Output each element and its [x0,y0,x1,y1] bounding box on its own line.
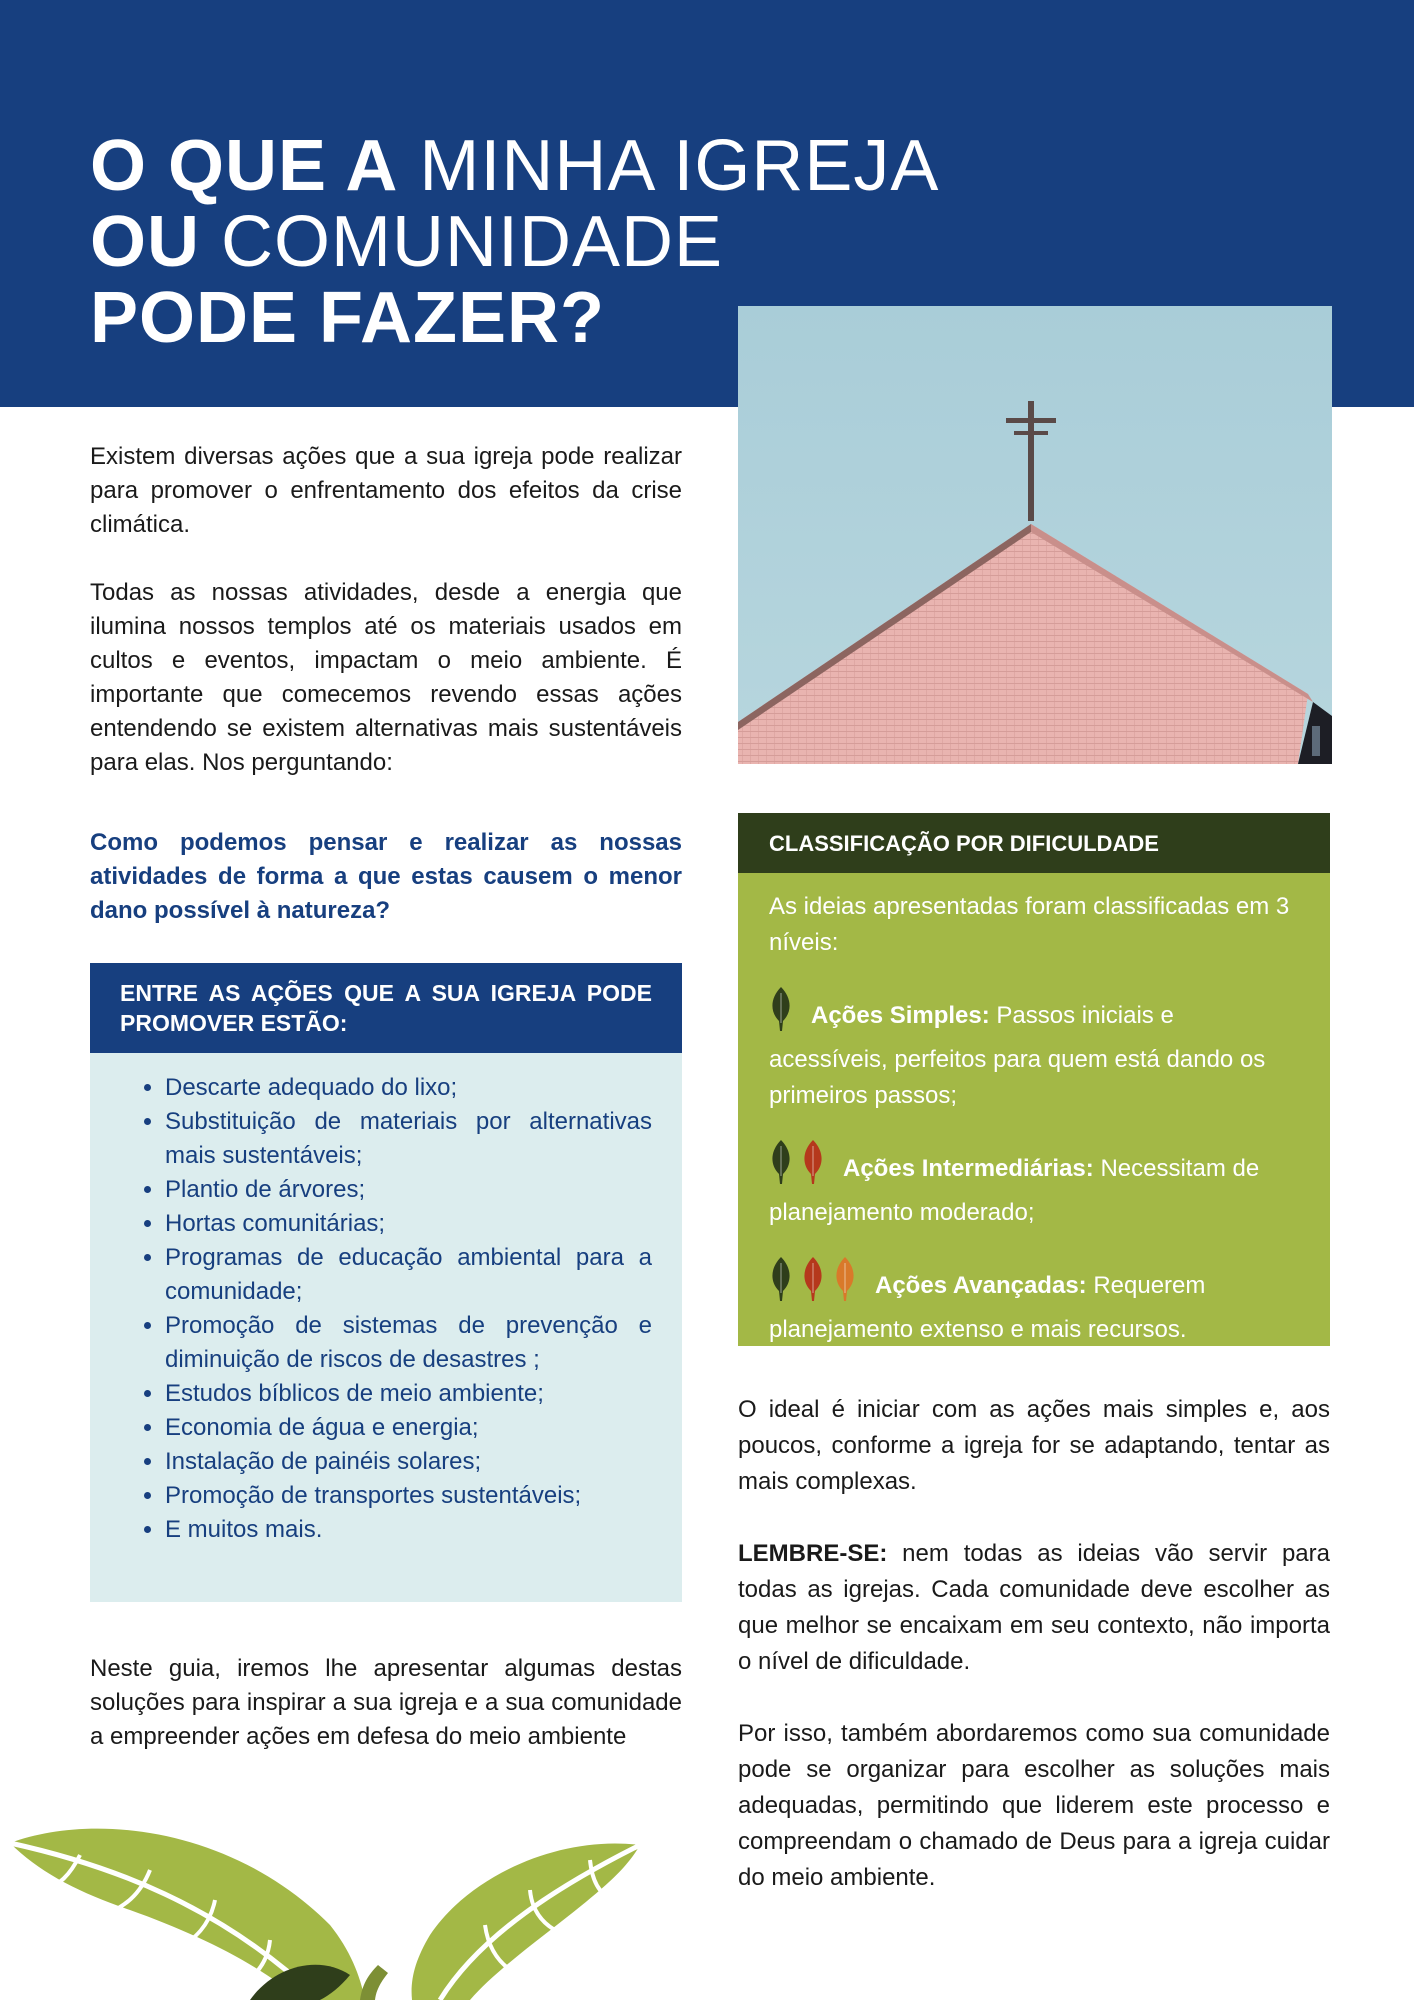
difficulty-label: Ações Intermediárias: [843,1155,1094,1182]
list-item: • Promoção de sistemas de prevenção e diminuição de riscos de desastres ; [165,1309,652,1377]
intro-text [90,440,682,814]
closing-paragraph-1: O ideal é iniciar com as ações mais simples e, aos poucos, conforme a igreja for se adaptando, tentar as mais complexas. [738,1396,1330,1495]
difficulty-description: Necessitam de planejamento moderado; [769,1155,1260,1226]
intro-paragraph-1: Existem diversas ações que a sua igreja pode realizar para promover o enfrentamento dos efeitos da crise climática. [90,443,682,538]
difficulty-label: Ações Avançadas: [875,1272,1087,1299]
list-item: • E muitos mais. [165,1513,652,1547]
closing-text [738,1392,1330,1932]
classification-panel [738,813,1330,1346]
difficulty-description: Requerem planejamento extenso e mais recursos. [769,1272,1206,1343]
actions-panel [90,963,682,1602]
classification-intro: As ideias apresentadas foram classificadas em 3 níveis: [769,893,1290,956]
guiding-question: Como podemos pensar e realizar as nossas atividades de forma a que estas causem o menor dano possível à natureza? [90,829,682,924]
leaf-icon [801,1138,825,1184]
difficulty-description: Passos iniciais e acessíveis, perfeitos para quem está dando os primeiros passos; [769,1002,1266,1109]
leaf-icon [801,1255,825,1301]
guide-paragraph: Neste guia, iremos lhe apresentar algumas destas soluções para inspirar a sua igreja e a sua comunidade a empreender ações em defesa do meio ambiente [90,1655,682,1750]
difficulty-label: Ações Simples: [811,1002,990,1029]
church-roof-image [738,306,1332,764]
remember-paragraph: LEMBRE-SE: nem todas as ideias vão servir para todas as igrejas. Cada comunidade deve escolher as que melhor se encaixam em seu contexto, não importa o nível de dificuldade. [738,1540,1330,1675]
difficulty-level [769,1255,1299,1348]
leaf-rating [769,1255,865,1312]
plant-leaves-image [0,1815,660,2000]
title-line-3: PODE FAZER? [90,278,606,358]
leaf-icon [769,1138,793,1184]
list-item: • Hortas comunitárias; [165,1207,652,1241]
list-item: • Programas de educação ambiental para a comunidade; [165,1241,652,1309]
list-item: • Estudos bíblicos de meio ambiente; [165,1377,652,1411]
list-item: • Promoção de transportes sustentáveis; [165,1479,652,1513]
list-item: • Substituição de materiais por alternativas mais sustentáveis; [165,1105,652,1173]
church-photo [738,306,1332,764]
leaf-rating [769,985,801,1042]
intro-paragraph-2: Todas as nossas atividades, desde a energia que ilumina nossos templos até os materiais usados em cultos e eventos, impactam o meio ambiente. É importante que comecemos revendo essas ações entendendo se existem alternativas mais sustentáveis para elas. Nos perguntando: [90,579,682,776]
difficulty-level [769,985,1299,1114]
classification-body [738,873,1330,1348]
list-item: • Instalação de painéis solares; [165,1445,652,1479]
closing-paragraph-3: Por isso, também abordaremos como sua comunidade pode se organizar para escolher as soluções mais adequadas, permitindo que liderem este processo e compreendam o chamado de Deus para a igreja cuidar do meio ambiente. [738,1720,1330,1891]
actions-list [90,1071,682,1547]
title-line-1: O QUE A MINHA IGREJA [90,126,940,206]
leaf-icon [833,1255,857,1301]
classification-heading: CLASSIFICAÇÃO POR DIFICULDADE [738,813,1330,873]
leaf-icon [769,985,793,1031]
leaf-icon [769,1255,793,1301]
difficulty-level [769,1138,1299,1231]
plant-decoration [0,1815,660,2000]
list-item: • Economia de água e energia; [165,1411,652,1445]
leaf-rating [769,1138,833,1195]
list-item: • Descarte adequado do lixo; [165,1071,652,1105]
title-line-2: OU COMUNIDADE [90,202,724,282]
list-item: • Plantio de árvores; [165,1173,652,1207]
remember-label: LEMBRE-SE: [738,1540,888,1567]
actions-heading: ENTRE AS AÇÕES QUE A SUA IGREJA PODE PROMOVER ESTÃO: [90,963,682,1053]
